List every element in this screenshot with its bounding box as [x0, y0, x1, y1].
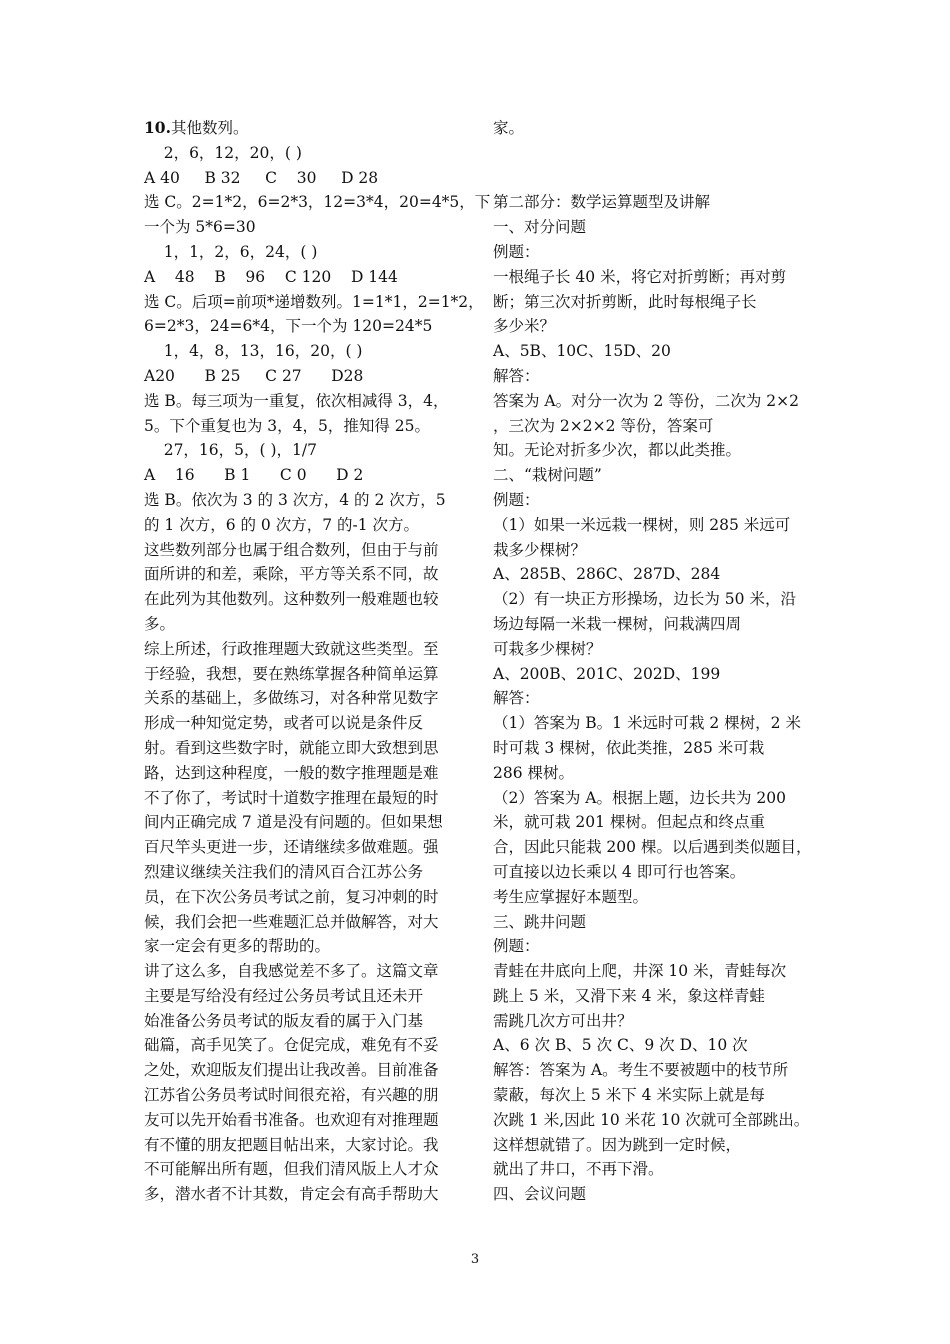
text-line: 路，达到这种程度，一般的数字推理题是难 — [144, 763, 439, 782]
text-line: 一个为 5*6=30 — [144, 218, 256, 237]
text-line: ，三次为 2×2×2 等份，答案可 — [493, 416, 714, 435]
right-column — [493, 116, 815, 1207]
text-line: 射。看到这些数字时，就能立即大致想到思 — [144, 738, 439, 757]
text-line: 286 棵树。 — [493, 763, 575, 782]
text-line: 间内正确完成 7 道是没有问题的。但如果想 — [144, 813, 443, 832]
heading-number: 10. — [144, 118, 171, 137]
text-line: 多少米？ — [493, 317, 556, 336]
text-line: 需跳几次方可出井？ — [493, 1011, 633, 1030]
section-heading — [144, 116, 470, 141]
text-line: 场边每隔一米栽一棵树，问栽满四周 — [493, 614, 742, 633]
text-line: 青蛙在井底向上爬，井深 10 米，青蛙每次 — [493, 962, 787, 981]
text-line: 员，在下次公务员考试之前，复习冲刺的时 — [144, 887, 439, 906]
text-line: 例题： — [493, 937, 540, 956]
text-line: 讲了这么多，自我感觉差不多了。这篇文章 — [144, 962, 439, 981]
left-column — [144, 116, 491, 1207]
text-line: 候，我们会把一些难题汇总并做解答，对大 — [144, 912, 439, 931]
text-line: 可栽多少棵树？ — [493, 639, 602, 658]
text-line: 选 B。依次为 3 的 3 次方，4 的 2 次方，5 — [144, 490, 446, 509]
text-line: 选 C。后项=前项*递增数列。1=1*1，2=1*2， — [144, 292, 484, 311]
text-line: 形成一种知觉定势，或者可以说是条件反 — [144, 714, 424, 733]
text-line: 之处，欢迎版友们提出让我改善。目前准备 — [144, 1061, 439, 1080]
text-line: 的 1 次方，6 的 0 次方，7 的-1 次方。 — [144, 515, 420, 534]
left-text-lines — [144, 141, 491, 1207]
text-line: 例题： — [493, 242, 540, 261]
text-line: （2）答案为 A。根据上题，边长共为 200 — [493, 788, 786, 807]
text-line: 江苏省公务员考试时间很充裕，有兴趣的朋 — [144, 1086, 439, 1105]
text-line: A 16 B 1 C 0 D 2 — [144, 466, 364, 485]
text-line: 关系的基础上，多做练习，对各种常见数字 — [144, 689, 439, 708]
text-line: 合，因此只能栽 200 棵。以后遇到类似题目， — [493, 838, 812, 857]
text-line: A、6 次 B、5 次 C、9 次 D、10 次 — [493, 1036, 748, 1055]
text-line: 次跳 1 米,因此 10 米花 10 次就可全部跳出。 — [493, 1110, 810, 1129]
text-line: 1，1，2，6，24，( ) — [144, 242, 318, 261]
paragraph-gap — [493, 141, 815, 166]
text-line: 这样想就错了。因为跳到一定时候， — [493, 1135, 742, 1154]
text-line: 在此列为其他数列。这种数列一般难题也较 — [144, 590, 439, 609]
text-line: A、200B、201C、202D、199 — [493, 664, 721, 683]
text-line: A 48 B 96 C 120 D 144 — [144, 267, 398, 286]
text-line: 时可栽 3 棵树，依此类推，285 米可栽 — [493, 738, 765, 757]
text-line: 多。 — [144, 614, 176, 633]
text-line: 烈建议继续关注我们的清风百合江苏公务 — [144, 862, 424, 881]
text-line: 解答：答案为 A。考生不要被题中的枝节所 — [493, 1061, 789, 1080]
text-line: 面所讲的和差，乘除，平方等关系不同，故 — [144, 565, 439, 584]
text-line: 米，就可栽 201 棵树。但起点和终点重 — [493, 813, 765, 832]
continued-line: 家。 — [493, 119, 525, 137]
text-line: 综上所述，行政推理题大致就这些类型。至 — [144, 639, 439, 658]
text-line: 27，16，5，( )，1/7 — [144, 441, 317, 460]
text-line: A 40 B 32 C 30 D 28 — [144, 168, 379, 187]
text-line: 解答： — [493, 366, 540, 385]
text-line: 2，6，12，20，( ) — [144, 143, 302, 162]
text-line: 跳上 5 米，又滑下来 4 米，象这样青蛙 — [493, 986, 765, 1005]
page-number: 3 — [470, 1252, 480, 1267]
text-line: 不了你了，考试时十道数字推理在最短的时 — [144, 788, 439, 807]
text-line: 始准备公务员考试的版友看的属于入门基 — [144, 1011, 424, 1030]
text-line: A、5B、10C、15D、20 — [493, 342, 671, 361]
text-line: 选 C。2=1*2，6=2*3，12=3*4，20=4*5，下 — [144, 193, 491, 212]
text-line: 知。无论对折多少次，都以此类推。 — [493, 441, 742, 460]
text-line: 可直接以边长乘以 4 即可行也答案。 — [493, 862, 746, 881]
text-line: （1）答案为 B。1 米远时可栽 2 棵树，2 米 — [493, 714, 801, 733]
text-line: 二、“栽树问题” — [493, 466, 602, 485]
text-line: 6=2*3，24=6*4，下一个为 120=24*5 — [144, 317, 433, 336]
text-line: 友可以先开始看书准备。也欢迎有对推理题 — [144, 1110, 439, 1129]
text-line: 例题： — [493, 490, 540, 509]
text-line: 1，4，8，13，16，20，( ) — [144, 342, 363, 361]
heading-text: 其他数列。 — [170, 119, 249, 137]
text-line: 多，潜水者不计其数，肯定会有高手帮助大 — [144, 1185, 439, 1204]
text-line: A、285B、286C、287D、284 — [493, 565, 721, 584]
text-line: 一、对分问题 — [493, 218, 587, 237]
text-line: 家一定会有更多的帮助的。 — [144, 937, 331, 956]
text-line: 断；第三次对折剪断，此时每根绳子长 — [493, 292, 757, 311]
right-text-lines — [493, 190, 815, 1207]
text-line: 蒙蔽，每次上 5 米下 4 米实际上就是每 — [493, 1086, 765, 1105]
text-line: 三、跳井问题 — [493, 912, 587, 931]
text-line: 这些数列部分也属于组合数列，但由于与前 — [144, 540, 439, 559]
text-line: 就出了井口，不再下滑。 — [493, 1160, 664, 1179]
text-line: 解答： — [493, 689, 540, 708]
text-line: 考生应掌握好本题型。 — [493, 887, 649, 906]
text-line: 栽多少棵树？ — [493, 540, 587, 559]
text-line: 百尺竿头更进一步，还请继续多做难题。强 — [144, 838, 439, 857]
text-line: 第二部分：数学运算题型及讲解 — [493, 193, 711, 212]
text-line: 答案为 A。对分一次为 2 等份，二次为 2×2 — [493, 391, 799, 410]
text-line: 选 B。每三项为一重复，依次相减得 3，4， — [144, 391, 449, 410]
text-line: A20 B 25 C 27 D28 — [144, 366, 364, 385]
paragraph-gap — [493, 166, 815, 191]
text-line: 础篇，高手见笑了。仓促完成，难免有不妥 — [144, 1036, 439, 1055]
text-line: （2）有一块正方形操场，边长为 50 米，沿 — [493, 590, 796, 609]
text-line: 有不懂的朋友把题目帖出来，大家讨论。我 — [144, 1135, 439, 1154]
text-line: （1）如果一米远栽一棵树，则 285 米远可 — [493, 515, 791, 534]
text-line: 于经验，我想，要在熟练掌握各种简单运算 — [144, 664, 439, 683]
text-line: 一根绳子长 40 米，将它对折剪断；再对剪 — [493, 267, 787, 286]
text-line: 主要是写给没有经过公务员考试且还未开 — [144, 986, 424, 1005]
text-line: 5。下个重复也为 3，4，5，推知得 25。 — [144, 416, 431, 435]
text-line: 四、会议问题 — [493, 1185, 587, 1204]
text-line: 不可能解出所有题，但我们清风版上人才众 — [144, 1160, 439, 1179]
